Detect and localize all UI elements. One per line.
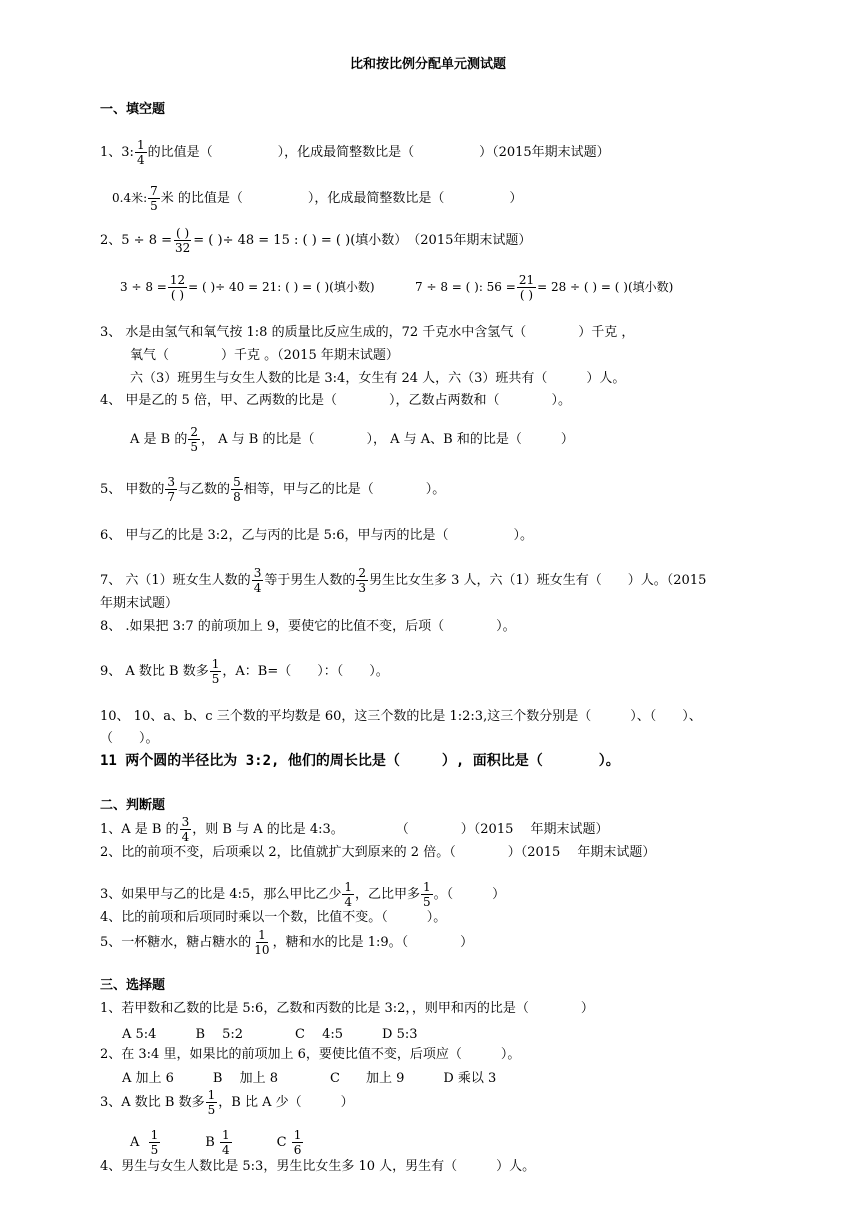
question-3b: 氧气（ ）千克 。（2015 年期末试题） (130, 348, 399, 363)
choice-question-2-options: A 加上 6 B 加上 8 C 加上 9 D 乘以 3 (122, 1071, 497, 1086)
question-3a: 3、 水是由氢气和氧气按 1:8 的质量比反应生成的，72 千克水中含氢气（ ）千克 ， (100, 325, 635, 340)
question-7a: 7、 六（1）班女生人数的 $\frac{3}{4}$ 等于男生人数的 $\frac{2}{3}$ 男生比女生多 3 人，六（1）班女生有（ ）人。（2015 (100, 566, 707, 595)
fraction: $\frac{3}{4}$ (181, 815, 190, 844)
fraction: $\frac{1}{4}$ (136, 138, 145, 167)
fraction: $\frac{7}{5}$ (150, 184, 158, 213)
fraction: $\frac{1}{4}$ (222, 1128, 230, 1157)
question-10b: （ ）。 (100, 731, 159, 746)
choice-question-3: 3、A 数比 B 数多 $\frac{1}{5}$ ，B 比 A 少（ ） (100, 1088, 354, 1117)
fraction: ( ) 32 (175, 226, 191, 255)
fraction: $\frac{1}{5}$ (422, 880, 431, 909)
choice-question-3-options: A $\frac{1}{5}$ B $\frac{1}{4}$ C $\frac{1}{6}$ (130, 1128, 302, 1157)
choice-question-4: 4、男生与女生人数比是 5:3，男生比女生多 10 人，男生有（ ）人。 (100, 1159, 536, 1174)
page-title: 比和按比例分配单元测试题 (350, 57, 507, 72)
question-11: 11 两个圆的半径比为 3:2, 他们的周长比是（ ）, 面积比是（ ）。 (100, 753, 620, 769)
fraction: 12 ( ) (169, 273, 186, 302)
question-4a: 4、 甲是乙的 5 倍，甲、乙两数的比是（ ），乙数占两数和（ ）。 (100, 393, 571, 408)
fraction: $\frac{3}{4}$ (253, 566, 262, 595)
fraction: $\frac{3}{7}$ (167, 475, 176, 504)
fraction: $\frac{1}{10}$ (254, 928, 270, 957)
section-heading-judge: 二、判断题 (100, 798, 166, 813)
fraction: $\frac{1}{6}$ (293, 1128, 302, 1157)
judge-question-2: 2、比的前项不变，后项乘以 2，比值就扩大到原来的 2 倍。（ ）（2015 年期末试题） (100, 845, 656, 860)
question-2a: 2、5 ÷ 8 = ( ) 32 = ( )÷ 48 = 15 : ( ) = ( )(填小数） （2015年期末试题） (100, 226, 532, 255)
judge-question-1: 1、A 是 B 的 $\frac{3}{4}$ ，则 B 与 A 的比是 4:3。 （ ）（2015 年期末试题） (100, 815, 609, 844)
fraction: $\frac{1}{5}$ (207, 1088, 216, 1117)
question-4b: A 是 B 的 $\frac{2}{5}$ ， A 与 B 的比是（ ）， A 与 A、B 和的比是（ ） (130, 425, 574, 454)
judge-question-3: 3、如果甲与乙的比是 4:5，那么甲比乙少 $\frac{1}{4}$ ，乙比甲多 $\frac{1}{5}$ 。（ ） (100, 880, 506, 909)
question-8: 8、 .如果把 3:7 的前项加上 9，要使它的比值不变，后项（ ）。 (100, 619, 516, 634)
fraction: $\frac{1}{5}$ (211, 657, 220, 686)
section-heading-choice: 三、选择题 (100, 978, 166, 993)
judge-question-4: 4、比的前项和后项同时乘以一个数，比值不变。（ ）。 (100, 910, 447, 925)
question-2c: 7 ÷ 8 = ( ): 56 = 21 ( ) = 28 ÷ ( ) = ( )(填小数) (415, 273, 674, 302)
judge-question-5: 5、一杯糖水，糖占糖水的 $\frac{1}{10}$ ，糖和水的比是 1:9。（ ） (100, 928, 474, 957)
fraction: $\frac{1}{4}$ (344, 880, 352, 909)
question-9: 9、 A 数比 B 数多 $\frac{1}{5}$ ，A：B=（ ）：（ ）。 (100, 657, 389, 686)
section-heading-fill: 一、填空题 (100, 102, 166, 117)
question-2b: 3 ÷ 8 = 12 ( ) = ( )÷ 40 = 21: ( ) = ( )(填小数) (120, 273, 375, 302)
question-7b: 年期末试题） (100, 596, 179, 611)
choice-question-1: 1、若甲数和乙数的比是 5:6，乙数和丙数的比是 3:2，，则甲和丙的比是（ ） (100, 1001, 594, 1016)
question-5: 5、 甲数的 $\frac{3}{7}$ 与乙数的 $\frac{5}{8}$ 相等，甲与乙的比是（ ）。 (100, 475, 446, 504)
choice-question-2: 2、在 3:4 里，如果比的前项加上 6，要使比值不变，后项应（ ）。 (100, 1047, 521, 1062)
fraction: $\frac{5}{8}$ (233, 475, 241, 504)
choice-question-1-options: A 5:4 B 5:2 C 4:5 D 5:3 (122, 1027, 418, 1042)
question-3c: 六（3）班男生与女生人数的比是 3:4，女生有 24 人，六（3）班共有（ ）人。 (130, 371, 626, 386)
fraction: $\frac{1}{5}$ (150, 1128, 159, 1157)
fraction: $\frac{2}{3}$ (358, 566, 366, 595)
fraction: 21 ( ) (518, 273, 535, 302)
question-1b: 0.4米: $\frac{7}{5}$ 米 的比值是（ ），化成最简整数比是（ ） (112, 184, 523, 213)
question-6: 6、 甲与乙的比是 3:2，乙与丙的比是 5:6，甲与丙的比是（ ）。 (100, 528, 534, 543)
question-10a: 10、 10、a、b、c 三个数的平均数是 60，这三个数的比是 1:2:3,这三个数分别是（ ）、（ ）、 (100, 709, 702, 724)
fraction: $\frac{2}{5}$ (190, 425, 198, 454)
question-1a: 1、3: $\frac{1}{4}$ 的比值是（ ），化成最简整数比是（ ）（2015年期末试题） (100, 138, 610, 167)
